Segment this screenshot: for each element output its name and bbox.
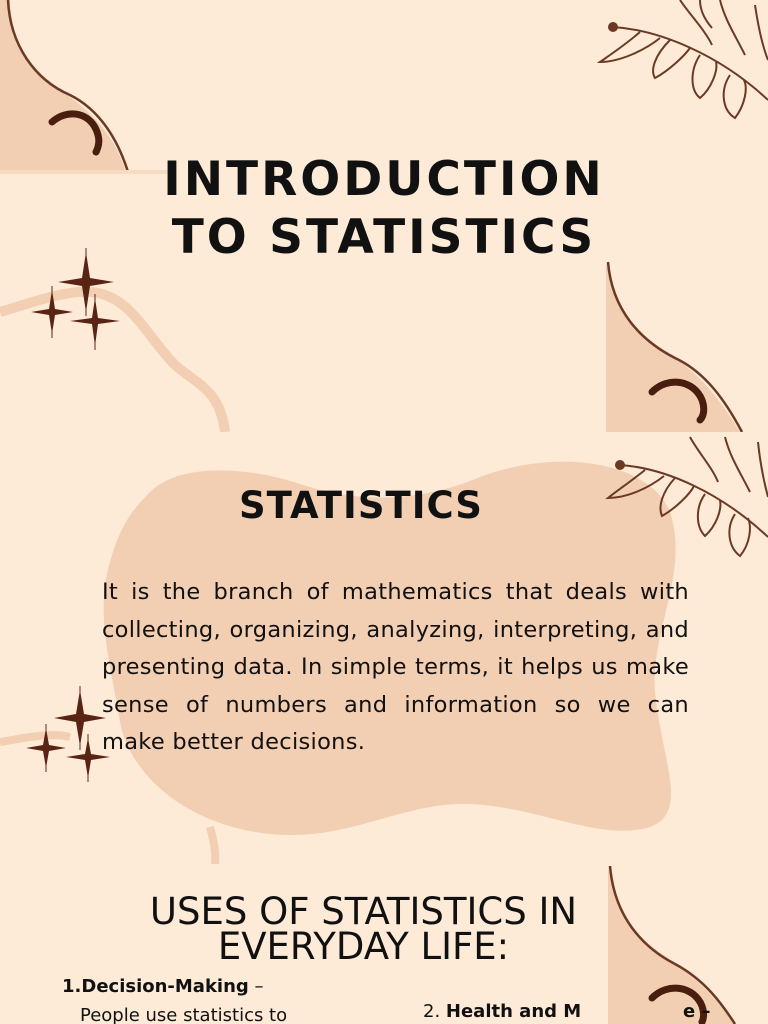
definition-paragraph: It is the branch of mathematics that deals with collecting, organizing, analyzing, interpreting, and presenting data. In simple terms, it helps us make sense of numbers and information so we can make better decisions. bbox=[102, 579, 689, 755]
title-line-1: INTRODUCTION bbox=[163, 152, 605, 207]
use-item-2-number: 2. bbox=[423, 1001, 446, 1022]
use-item-2-tail-text: e – bbox=[683, 1001, 711, 1022]
uses-heading-line-1: USES OF STATISTICS IN bbox=[149, 890, 578, 933]
use-item-2-title: Health and M bbox=[445, 1001, 582, 1022]
corner-swoosh-shape bbox=[0, 0, 125, 172]
section-heading: STATISTICS bbox=[239, 484, 483, 527]
slide-definition bbox=[0, 432, 768, 864]
left-wave-line bbox=[0, 735, 70, 742]
use-item-1-text: People use statistics to bbox=[80, 1005, 288, 1024]
left-wave-line bbox=[0, 292, 225, 432]
use-item-2-tail bbox=[683, 1000, 710, 1024]
uses-heading-line-2: EVERYDAY LIFE: bbox=[217, 925, 510, 968]
slide-uses bbox=[0, 864, 768, 1024]
use-item-1-dash: – bbox=[248, 976, 264, 997]
title-line-2: TO STATISTICS bbox=[171, 210, 597, 265]
use-item-2-heading bbox=[423, 1000, 581, 1024]
use-item-1-title: Decision-Making bbox=[81, 976, 249, 997]
slide-title bbox=[0, 0, 768, 432]
leaf-branch-top bbox=[600, 0, 768, 118]
use-item-1-heading bbox=[62, 975, 264, 999]
right-swoosh-shape bbox=[606, 262, 740, 432]
use-item-1-number: 1. bbox=[62, 976, 82, 997]
